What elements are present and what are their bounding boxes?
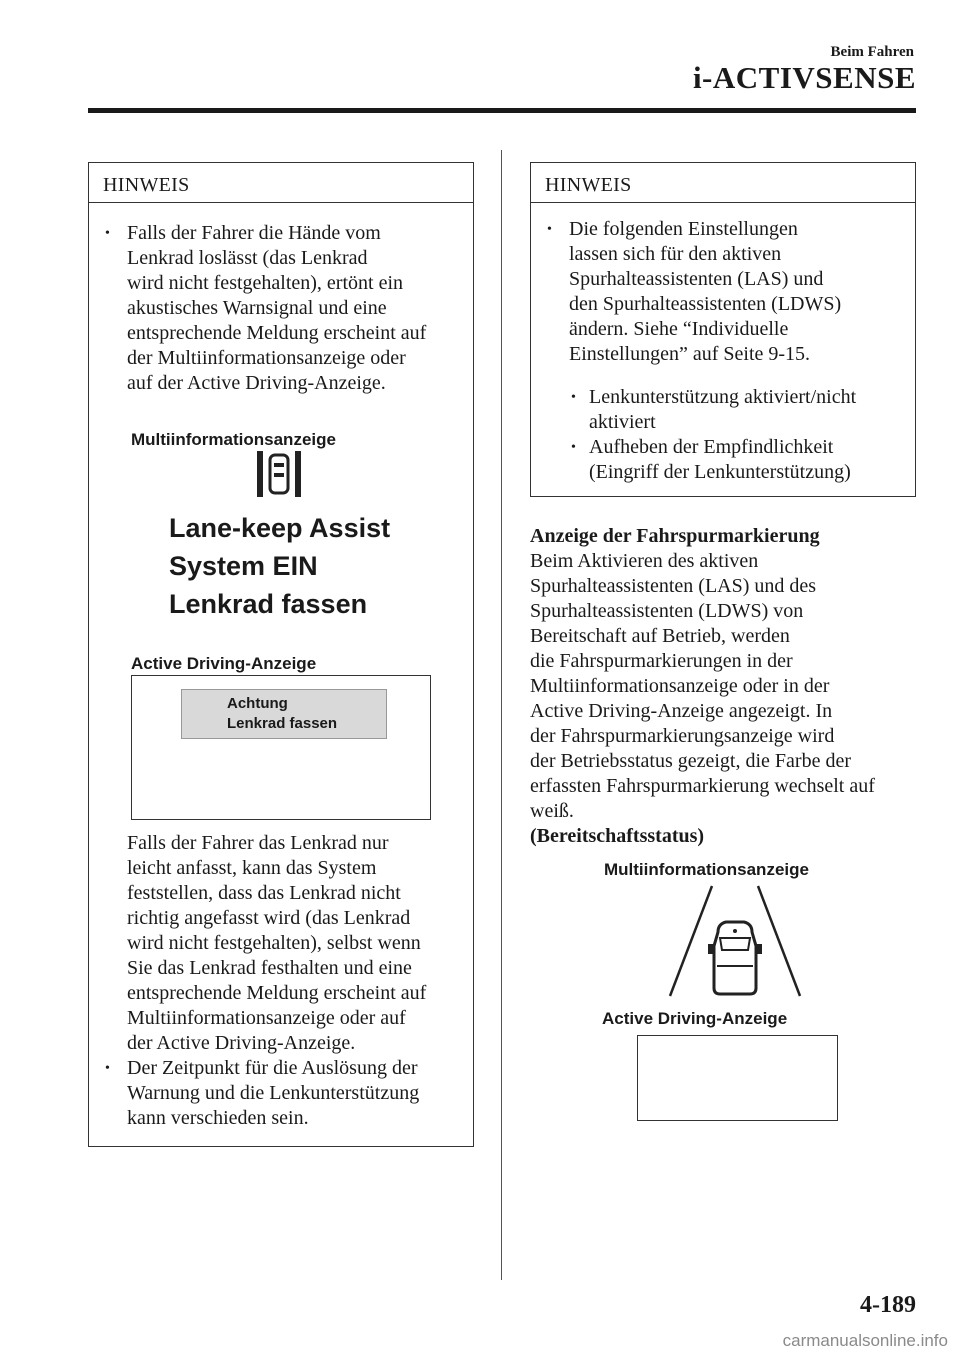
text-line: entsprechende Meldung erscheint auf — [127, 982, 427, 1004]
section-title: Beim Fahren — [830, 44, 914, 60]
text-line: Multiinformationsanzeige oder in der — [530, 675, 830, 697]
adp-screen — [637, 1035, 838, 1121]
text-line: Einstellungen” auf Seite 9-15. — [569, 343, 811, 365]
note-bullet — [531, 217, 949, 367]
text-line: lassen sich für den aktiven — [569, 243, 782, 265]
note-sub-bullet — [531, 385, 960, 435]
text-line: feststellen, dass das Lenkrad nicht — [127, 882, 401, 904]
adp-warning-bar — [181, 689, 387, 739]
bullet-dot-icon: • — [105, 226, 110, 241]
text-line: Lenkrad loslässt (das Lenkrad — [127, 247, 368, 269]
note-heading: HINWEIS — [89, 163, 473, 203]
text-line: Falls der Fahrer das Lenkrad nur — [127, 832, 389, 854]
car-top-view-icon — [660, 884, 810, 1002]
bullet-dot-icon: • — [571, 390, 576, 405]
text-line: akustisches Warnsignal und eine — [127, 297, 387, 319]
adp-warning-text: Achtung — [227, 695, 288, 712]
text-line: ändern. Siehe “Individuelle — [569, 318, 789, 340]
text-line: Falls der Fahrer die Hände vom — [127, 222, 381, 244]
text-line: Der Zeitpunkt für die Auslösung der — [127, 1057, 418, 1079]
text-line: Bereitschaft auf Betrieb, werden — [530, 625, 790, 647]
adp-warning-text: Lenkrad fassen — [227, 715, 338, 732]
watermark: carmanualsonline.info — [782, 1331, 948, 1350]
text-line: auf der Active Driving-Anzeige. — [127, 372, 386, 394]
text-line: entsprechende Meldung erscheint auf — [127, 322, 427, 344]
display-message: Lane-keep Assist — [169, 513, 391, 543]
section-heading: Anzeige der Fahrspurmarkierung — [530, 525, 820, 547]
header-rule — [88, 108, 916, 113]
bullet-dot-icon: • — [571, 440, 576, 455]
figure-label-mid: Multiinformationsanzeige — [131, 430, 336, 449]
text-line: der Fahrspurmarkierungsanzeige wird — [530, 725, 835, 747]
text-line: Lenkunterstützung aktiviert/nicht — [589, 386, 857, 408]
chapter-title: i-ACTIVSENSE — [692, 60, 916, 95]
text-line: Spurhalteassistenten (LDWS) von — [530, 600, 804, 622]
text-line: den Spurhalteassistenten (LDWS) — [569, 293, 842, 315]
text-line: wird nicht festgehalten), selbst wenn — [127, 932, 421, 954]
text-line: die Fahrspurmarkierungen in der — [530, 650, 793, 672]
text-line: richtig angefasst wird (das Lenkrad — [127, 907, 411, 929]
note-heading: HINWEIS — [531, 163, 915, 203]
text-line: Active Driving-Anzeige angezeigt. In — [530, 700, 833, 722]
text-line: weiß. — [530, 800, 574, 822]
text-line: Beim Aktivieren des aktiven — [530, 550, 759, 572]
text-line: der Active Driving-Anzeige. — [127, 1032, 356, 1054]
display-message: System EIN — [169, 551, 318, 581]
adp-screen — [131, 675, 431, 820]
text-line: aktiviert — [589, 411, 656, 433]
right-note-box — [530, 162, 916, 497]
text-line: Warnung und die Lenkunterstützung — [127, 1082, 420, 1104]
text-line: der Multiinformationsanzeige oder — [127, 347, 406, 369]
figure-label-adp: Active Driving-Anzeige — [131, 654, 317, 673]
figure-label-adp: Active Driving-Anzeige — [602, 1009, 788, 1028]
bullet-dot-icon: • — [105, 1061, 110, 1076]
note-bullet — [89, 221, 507, 396]
text-line: wird nicht festgehalten), ertönt ein — [127, 272, 404, 294]
figure-label-mid: Multiinformationsanzeige — [604, 860, 809, 879]
bullet-dot-icon: • — [547, 222, 552, 237]
steering-hands-icon — [257, 451, 301, 497]
section-body — [530, 549, 930, 824]
status-heading: (Bereitschaftsstatus) — [530, 825, 705, 847]
text-line: kann verschieden sein. — [127, 1107, 309, 1129]
display-message: Lenkrad fassen — [169, 589, 368, 619]
text-line: Spurhalteassistenten (LAS) und des — [530, 575, 817, 597]
note-continuation — [127, 831, 471, 1056]
text-line: Spurhalteassistenten (LAS) und — [569, 268, 824, 290]
text-line: Aufheben der Empfindlichkeit — [589, 436, 834, 458]
text-line: (Eingriff der Lenkunterstützung) — [589, 461, 851, 483]
note-bullet — [89, 1056, 507, 1131]
text-line: erfassten Fahrspurmarkierung wechselt auf — [530, 775, 875, 797]
note-sub-bullet — [531, 435, 960, 485]
text-line: Sie das Lenkrad festhalten und eine — [127, 957, 412, 979]
text-line: Die folgenden Einstellungen — [569, 218, 798, 240]
left-note-box — [88, 162, 474, 1147]
text-line: der Betriebsstatus gezeigt, die Farbe der — [530, 750, 851, 772]
text-line: Multiinformationsanzeige oder auf — [127, 1007, 406, 1029]
text-line: leicht anfasst, kann das System — [127, 857, 377, 879]
page-number: 4-189 — [860, 1292, 916, 1318]
